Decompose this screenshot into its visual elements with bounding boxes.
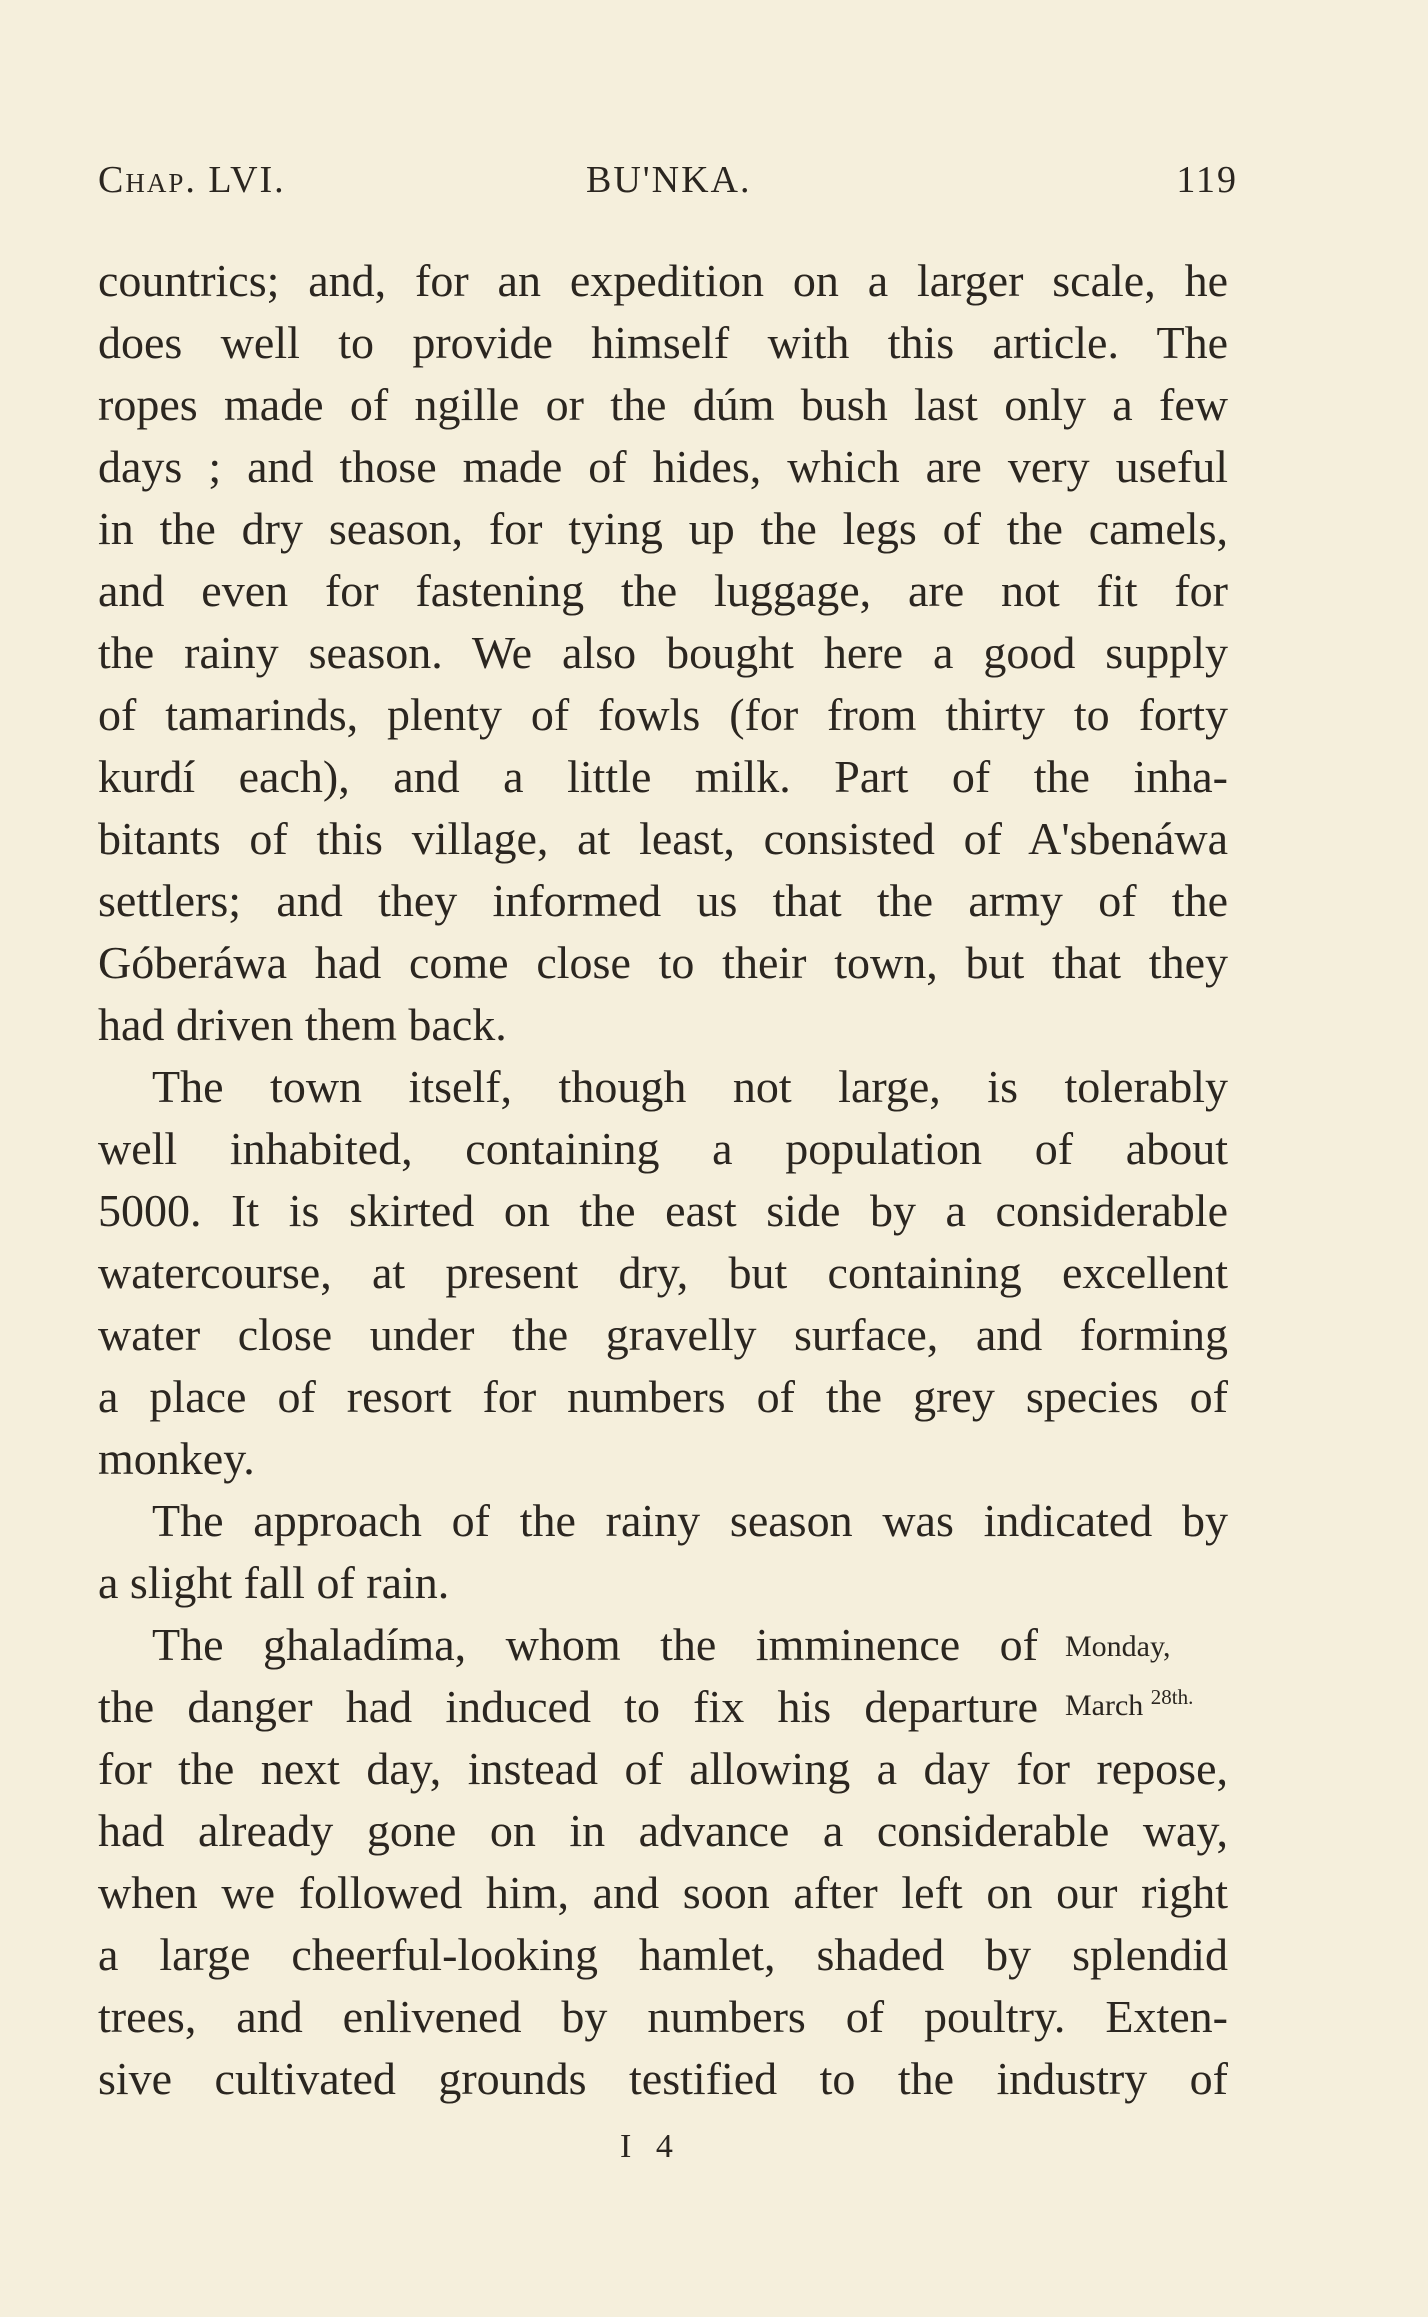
- text-line: in the dry season, for tying up the legs of the camels,: [98, 503, 1228, 554]
- text-line: had driven them back.: [98, 999, 507, 1050]
- running-title: BU'NKA.: [586, 159, 752, 201]
- text-line: monkey.: [98, 1433, 255, 1484]
- text-line: had already gone on in advance a considerable way,: [98, 1805, 1228, 1856]
- text-line: the rainy season. We also bought here a good supply: [98, 627, 1228, 678]
- paragraph-start-line: The approach of the rainy season was indicated by: [152, 1495, 1228, 1546]
- paragraph-start-line: The ghaladíma, whom the imminence of: [152, 1619, 1038, 1670]
- text-line: and even for fastening the luggage, are not fit for: [98, 565, 1228, 616]
- text-line: of tamarinds, plenty of fowls (for from thirty to forty: [98, 689, 1228, 740]
- marginal-note-month: March: [1065, 1689, 1144, 1722]
- text-line: well inhabited, containing a population of about: [98, 1123, 1228, 1174]
- text-line: bitants of this village, at least, consisted of A'sbenáwa: [98, 813, 1228, 864]
- text-line: for the next day, instead of allowing a day for repose,: [98, 1743, 1228, 1794]
- text-line: settlers; and they informed us that the army of the: [98, 875, 1228, 926]
- text-line: countrics; and, for an expedition on a larger scale, he: [98, 255, 1228, 306]
- marginal-note-day: Monday,: [1065, 1630, 1171, 1663]
- chapter-heading: Chap. LVI.: [98, 159, 286, 201]
- page-number: 119: [1176, 159, 1238, 201]
- text-line: Góberáwa had come close to their town, but that they: [98, 937, 1228, 988]
- text-line: a slight fall of rain.: [98, 1557, 450, 1608]
- text-line: a place of resort for numbers of the grey species of: [98, 1371, 1228, 1422]
- text-line: a large cheerful-looking hamlet, shaded by splendid: [98, 1929, 1228, 1980]
- text-line: does well to provide himself with this article. The: [98, 317, 1228, 368]
- text-line: days ; and those made of hides, which are very useful: [98, 441, 1228, 492]
- running-header: [98, 158, 1238, 208]
- text-line: sive cultivated grounds testified to the industry of: [98, 2053, 1228, 2104]
- text-line: ropes made of ngille or the dúm bush last only a few: [98, 379, 1228, 430]
- text-line: watercourse, at present dry, but containing excellent: [98, 1247, 1228, 1298]
- marginal-note-date: [1065, 1677, 1193, 1726]
- text-line: 5000. It is skirted on the east side by a considerable: [98, 1185, 1228, 1236]
- text-line: water close under the gravelly surface, and forming: [98, 1309, 1228, 1360]
- paragraph-start-line: The town itself, though not large, is tolerably: [152, 1061, 1228, 1112]
- text-line: kurdí each), and a little milk. Part of the inha-: [98, 751, 1228, 802]
- text-line: when we followed him, and soon after left on our right: [98, 1867, 1228, 1918]
- signature-mark: I 4: [620, 2128, 681, 2165]
- text-line: the danger had induced to fix his departure: [98, 1681, 1038, 1732]
- text-line: trees, and enlivened by numbers of poultry. Exten-: [98, 1991, 1228, 2042]
- marginal-note-day-number: 28th.: [1150, 1685, 1194, 1709]
